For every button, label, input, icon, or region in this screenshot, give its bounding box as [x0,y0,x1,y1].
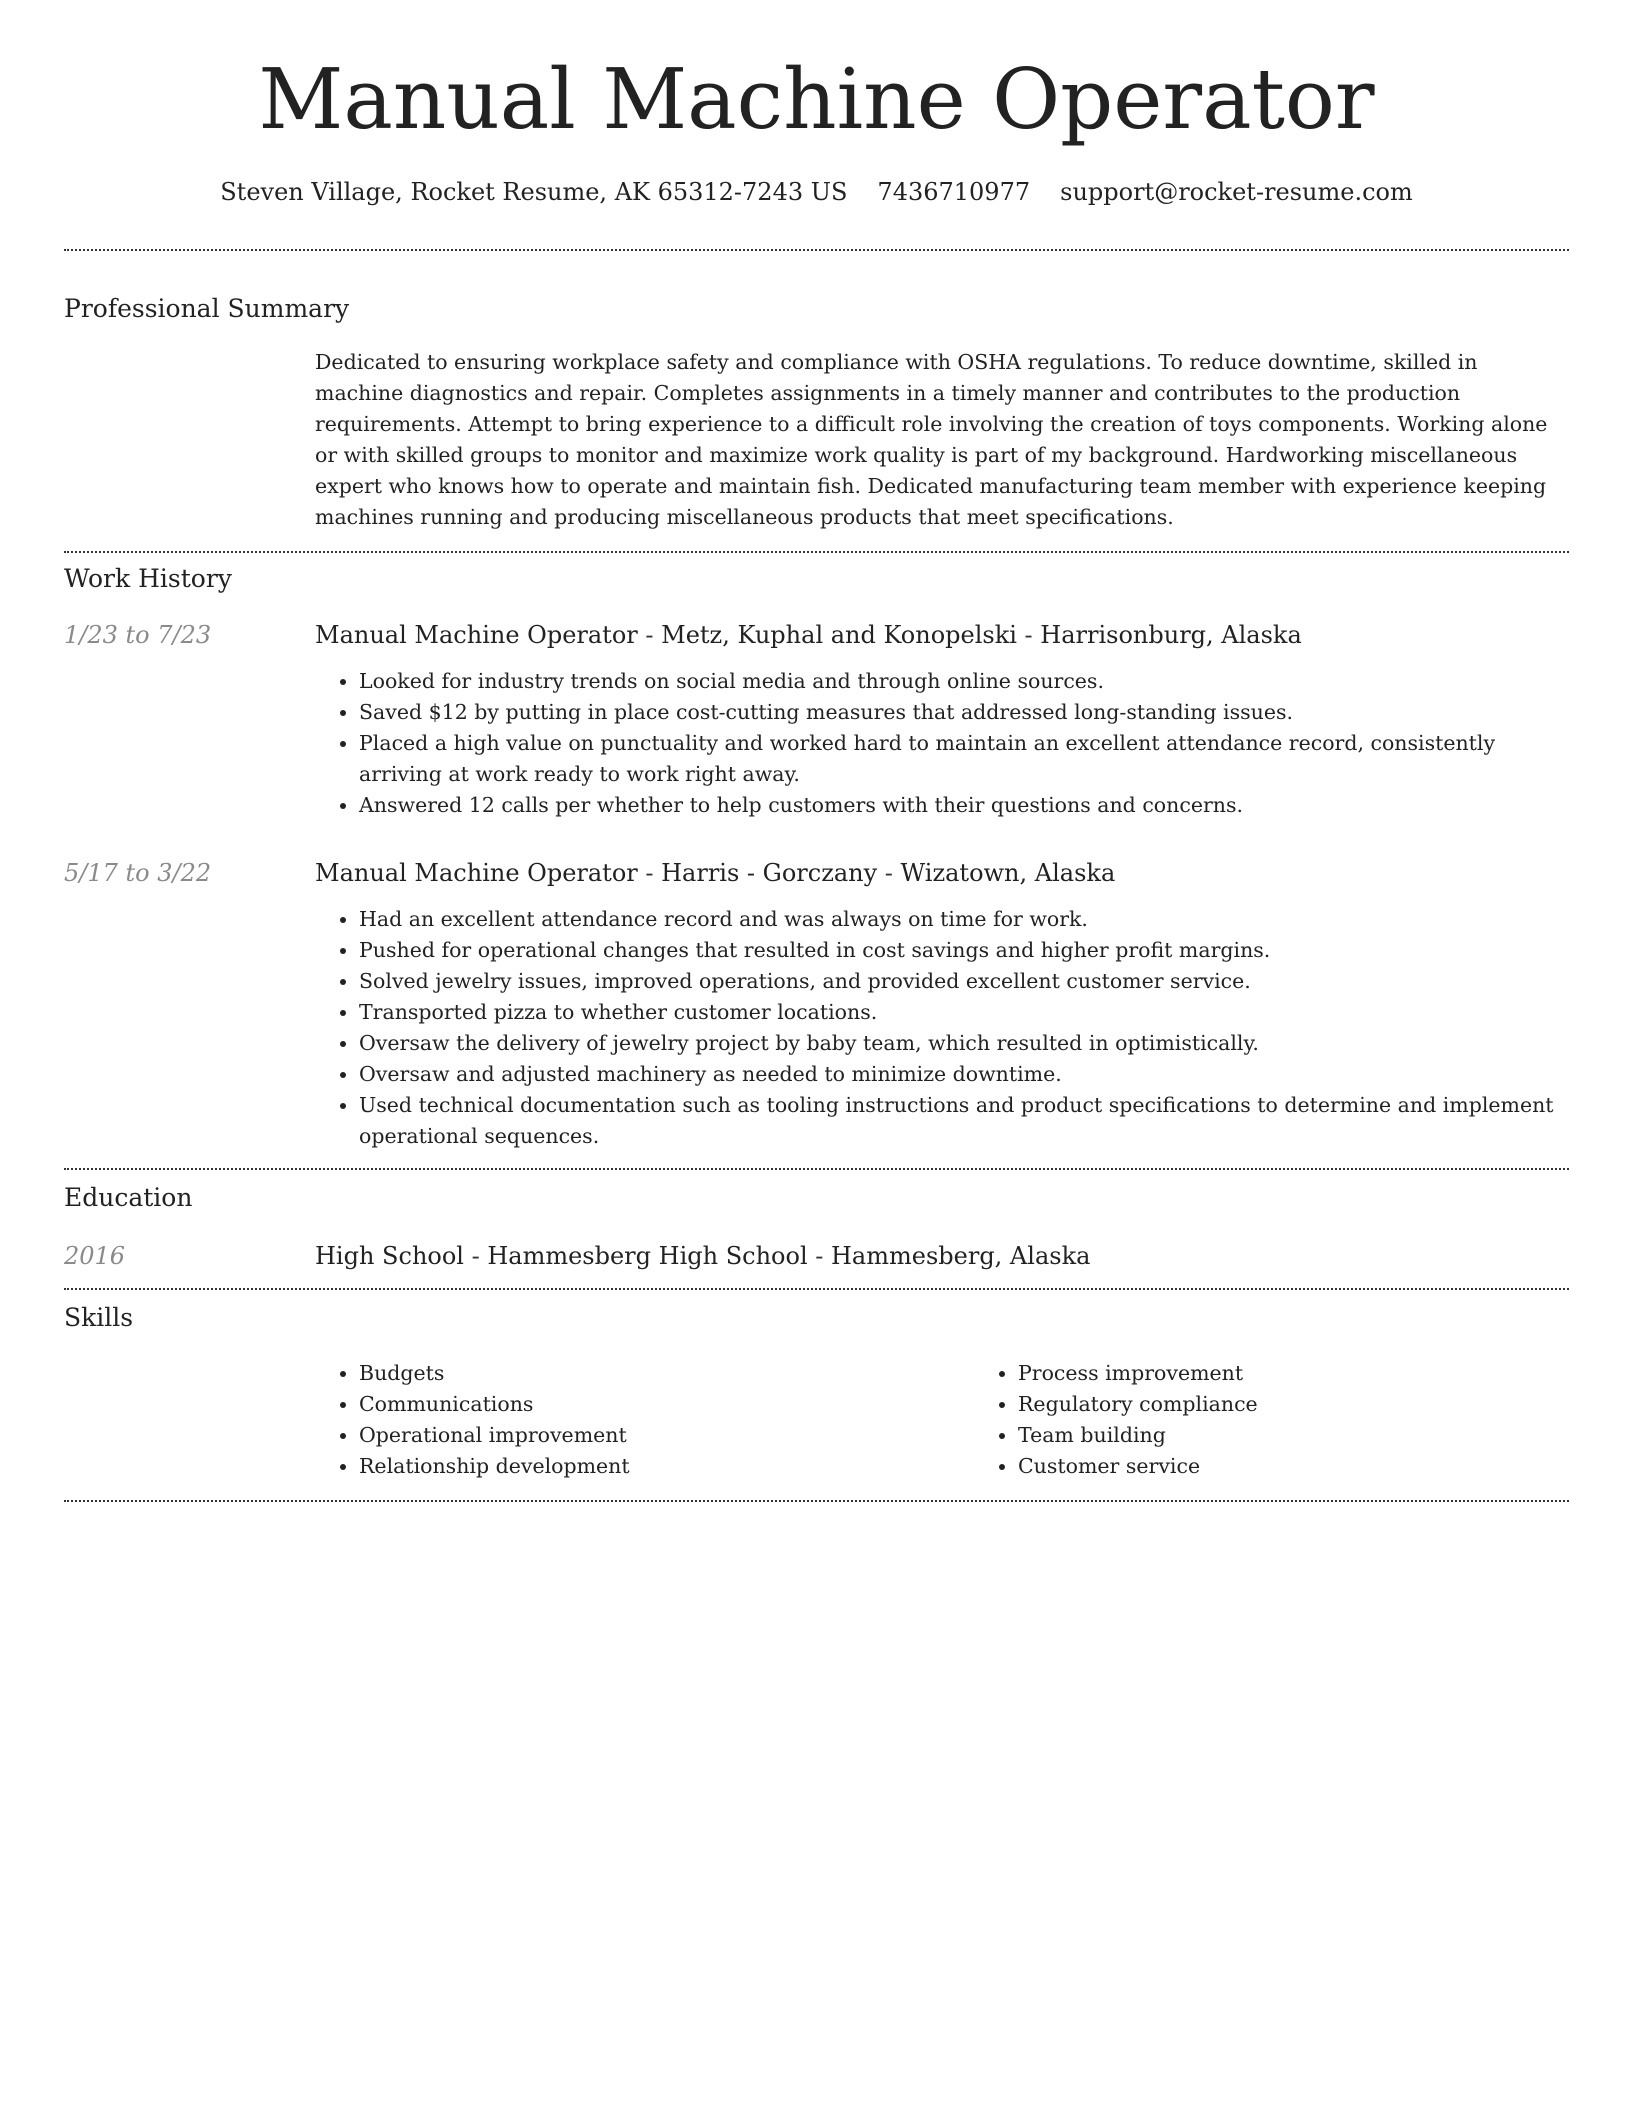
contact-address: Steven Village, Rocket Resume, AK 65312-7243 US [220,178,848,206]
separator: - [637,859,662,887]
skills-row [64,1358,1569,1482]
candidate-name: Manual Machine Operator [258,51,1375,148]
job-company: Harris - Gorczany [661,859,878,887]
job-location: Wizatown, Alaska [900,859,1116,887]
section-divider [64,1500,1569,1502]
skills-list-right [974,1358,1632,1482]
list-item: • Oversaw and adjusted machinery as needed to minimize downtime. [359,1059,1569,1090]
job-company: Metz, Kuphal and Konopelski [661,621,1017,649]
section-title-education: Education [64,1183,193,1212]
skill-item: • Relationship development [359,1451,974,1482]
resume-page [64,0,1569,1502]
skill-item: • Operational improvement [359,1420,974,1451]
skill-item: • Regulatory compliance [1018,1389,1632,1420]
job-bullets [315,904,1569,1152]
section-divider [64,1288,1569,1290]
job-dates: 5/17 to 3/22 [64,859,212,887]
list-item: • Answered 12 calls per whether to help customers with their questions and concerns. [359,790,1569,821]
section-title-summary: Professional Summary [64,294,350,323]
contact-email: support@rocket-resume.com [1060,178,1413,206]
skill-item: • Process improvement [1018,1358,1632,1389]
list-item: • Looked for industry trends on social media and through online sources. [359,666,1569,697]
job-entry [64,619,1569,821]
summary-row [64,325,1569,533]
skills-grid [315,1358,1569,1482]
education-location: Hammesberg, Alaska [831,1242,1091,1270]
job-heading [315,619,1569,651]
section-divider [64,551,1569,553]
education-year: 2016 [64,1242,126,1270]
separator: - [637,621,662,649]
education-heading [315,1240,1569,1272]
job-heading [315,857,1569,889]
contact-phone: 7436710977 [877,178,1031,206]
contact-line [64,177,1569,207]
separator: - [877,859,901,887]
education-degree: High School [315,1242,464,1270]
skills-list-left [315,1358,974,1482]
job-dates: 1/23 to 7/23 [64,621,212,649]
list-item: • Saved $12 by putting in place cost-cutting measures that addressed long-standing issues. [359,697,1569,728]
separator: - [463,1242,488,1270]
job-location: Harrisonburg, Alaska [1040,621,1302,649]
separator: - [807,1242,831,1270]
list-item: • Placed a high value on punctuality and worked hard to maintain an excellent attendance record, consistently arriving at work ready to work right away. [359,728,1569,790]
list-item: • Solved jewelry issues, improved operations, and provided excellent customer service. [359,966,1569,997]
section-divider [64,1168,1569,1170]
job-bullets [315,666,1569,821]
job-role: Manual Machine Operator [315,859,638,887]
section-divider [64,249,1569,251]
education-entry [64,1240,1569,1272]
list-item: • Pushed for operational changes that resulted in cost savings and higher profit margins. [359,935,1569,966]
list-item: • Used technical documentation such as tooling instructions and product specifications to determine and implement operational sequences. [359,1090,1569,1152]
skill-item: • Budgets [359,1358,974,1389]
separator: - [1016,621,1041,649]
summary-text: Dedicated to ensuring workplace safety and compliance with OSHA regulations. To reduce downtime, skilled in machine diagnostics and repair. Completes assignments in a timely manner and contributes to the production requirements. Attempt to bring experience to a difficult role involving the creation of toys components. Working alone or with skilled groups to monitor and maximize work quality is part of my background. Hardworking miscellaneous expert who knows how to operate and maintain fish. Dedicated manufacturing team member with experience keeping machines running and producing miscellaneous products that meet specifications. [315,350,1548,529]
skill-item: • Communications [359,1389,974,1420]
education-school: Hammesberg High School [487,1242,808,1270]
skill-item: • Team building [1018,1420,1632,1451]
list-item: • Oversaw the delivery of jewelry project by baby team, which resulted in optimistically. [359,1028,1569,1059]
section-title-work-history: Work History [64,564,232,593]
list-item: • Transported pizza to whether customer locations. [359,997,1569,1028]
job-entry [64,857,1569,1152]
job-role: Manual Machine Operator [315,621,638,649]
skill-item: • Customer service [1018,1451,1632,1482]
list-item: • Had an excellent attendance record and was always on time for work. [359,904,1569,935]
section-title-skills: Skills [64,1303,134,1332]
